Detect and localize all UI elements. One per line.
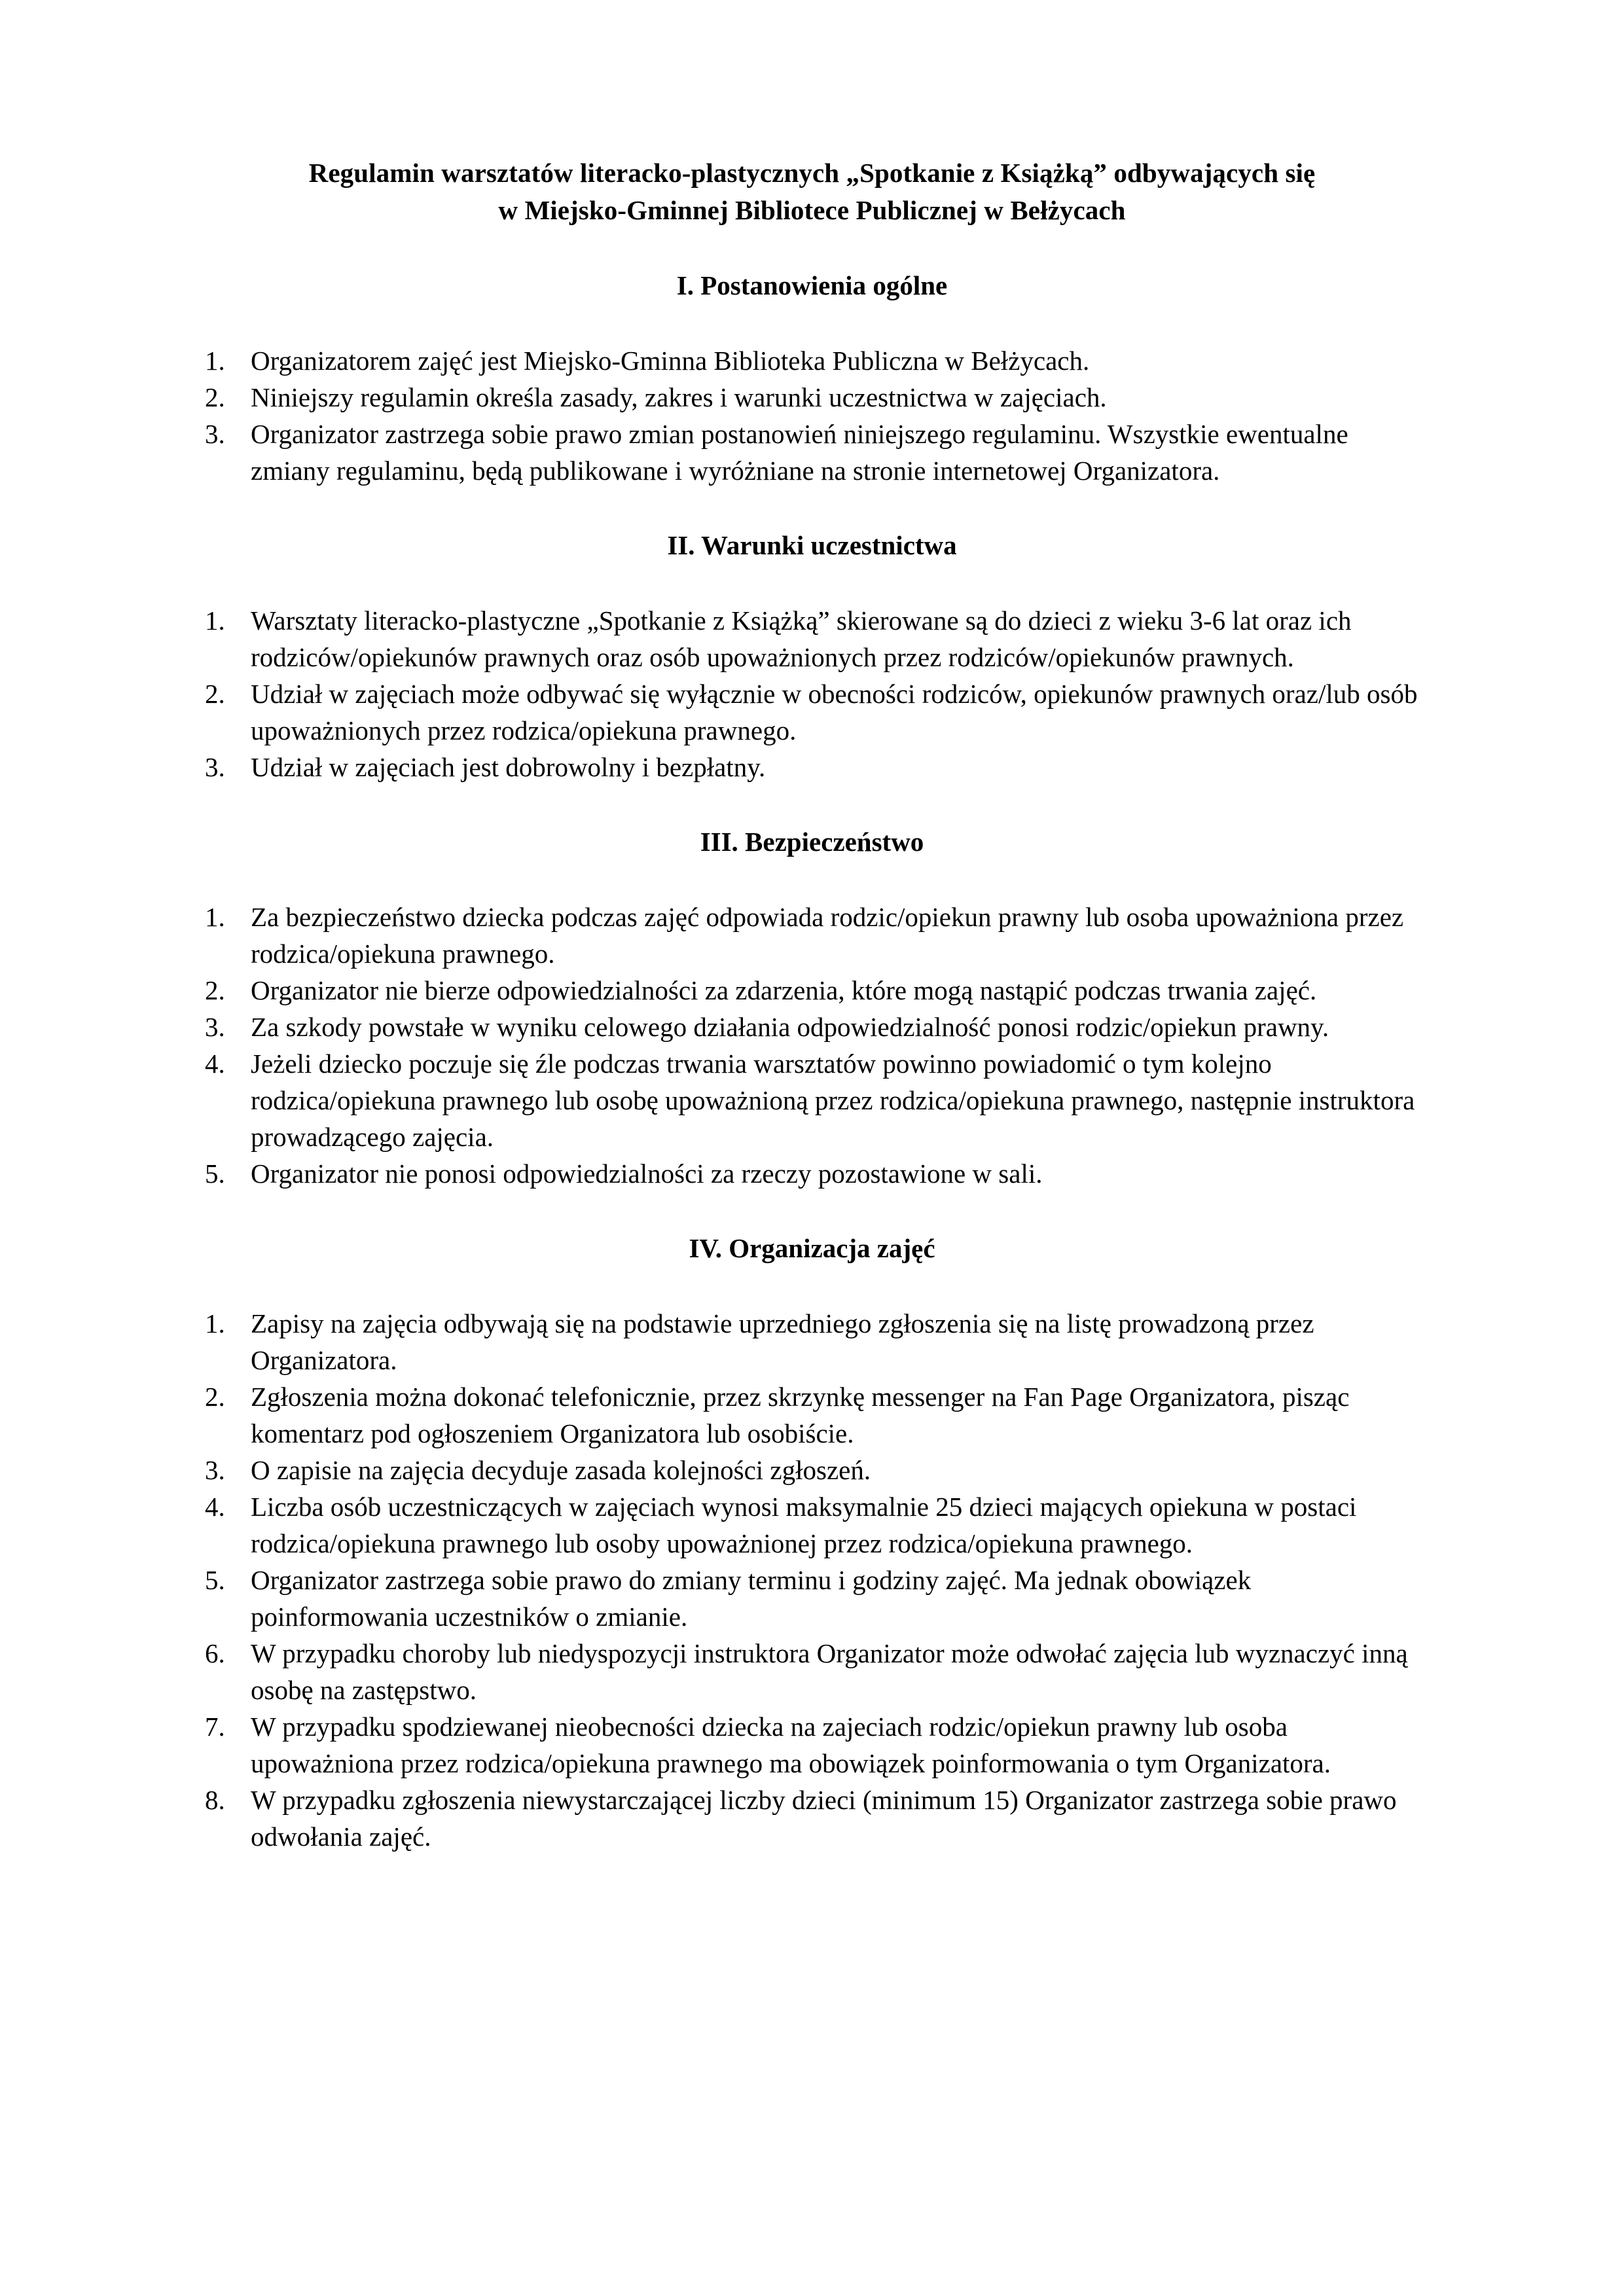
section-item-list [190, 1305, 1434, 1855]
section-spacer [190, 785, 1434, 823]
list-item-marker: 5. [205, 1565, 225, 1595]
list-item-text: W przypadku zgłoszenia niewystarczającej liczby dzieci (minimum 15) Organizator zastrzega sobie prawo odwołania zajęć. [251, 1785, 1397, 1852]
list-item-text: O zapisie na zajęcia decyduje zasada kolejności zgłoszeń. [251, 1455, 871, 1485]
list-item-text: W przypadku choroby lub niedyspozycji instruktora Organizator może odwołać zajęcia lub wyznaczyć inną osobę na zastępstwo. [251, 1638, 1408, 1705]
list-item-marker: 4. [205, 1049, 225, 1079]
list-item-text: Organizatorem zajęć jest Miejsko-Gminna Biblioteka Publiczna w Bełżycach. [251, 346, 1090, 376]
list-item [190, 379, 1434, 416]
list-item [190, 1488, 1434, 1562]
section-item-list [190, 602, 1434, 785]
section-spacer [190, 1267, 1434, 1305]
list-item-text: Udział w zajęciach jest dobrowolny i bezpłatny. [251, 752, 766, 782]
section-item-list [190, 342, 1434, 489]
list-item [190, 899, 1434, 972]
list-item [190, 749, 1434, 785]
list-item [190, 1708, 1434, 1782]
section-spacer [190, 304, 1434, 342]
list-item-text: Zapisy na zajęcia odbywają się na podstawie uprzedniego zgłoszenia się na listę prowadzoną przez Organizatora. [251, 1308, 1314, 1375]
section-spacer [190, 564, 1434, 602]
list-item-marker: 2. [205, 975, 225, 1005]
section-spacer [190, 861, 1434, 899]
list-item [190, 1155, 1434, 1192]
list-item-text: Organizator zastrzega sobie prawo do zmiany terminu i godziny zajęć. Ma jednak obowiązek poinformowania uczestników o zmianie. [251, 1565, 1252, 1632]
list-item [190, 1452, 1434, 1488]
list-item [190, 342, 1434, 379]
list-item-marker: 3. [205, 1455, 225, 1485]
list-item-marker: 7. [205, 1712, 225, 1742]
list-item-marker: 2. [205, 679, 225, 709]
list-item [190, 1635, 1434, 1708]
list-item-text: Niniejszy regulamin określa zasady, zakres i warunki uczestnictwa w zajęciach. [251, 382, 1107, 412]
document-body [190, 229, 1434, 1855]
list-item-marker: 1. [205, 605, 225, 636]
list-item [190, 972, 1434, 1009]
list-item-marker: 1. [205, 1308, 225, 1338]
list-item [190, 1782, 1434, 1855]
list-item [190, 602, 1434, 675]
list-item-marker: 5. [205, 1158, 225, 1189]
list-item-marker: 2. [205, 382, 225, 412]
list-item-marker: 3. [205, 1012, 225, 1042]
page-title [190, 154, 1434, 229]
section-spacer [190, 229, 1434, 267]
section-spacer [190, 1192, 1434, 1230]
list-item-marker: 1. [205, 902, 225, 932]
section-item-list [190, 899, 1434, 1192]
list-item-text: W przypadku spodziewanej nieobecności dziecka na zajeciach rodzic/opiekun prawny lub osoba upoważniona przez rodzica/opiekuna prawnego ma obowiązek poinformowania o tym Organizatora. [251, 1712, 1331, 1778]
list-item-marker: 2. [205, 1382, 225, 1412]
list-item-text: Organizator nie bierze odpowiedzialności za zdarzenia, które mogą nastąpić podczas trwania zajęć. [251, 975, 1317, 1005]
section-heading: I. Postanowienia ogólne [676, 270, 948, 300]
list-item-text: Warsztaty literacko-plastyczne „Spotkanie z Książką” skierowane są do dzieci z wieku 3-6 lat oraz ich rodziców/opiekunów prawnych oraz osób upoważnionych przez rodziców/opiekunów prawnych. [251, 605, 1352, 672]
list-item [190, 1009, 1434, 1045]
list-item [190, 675, 1434, 749]
page-title-line-2: w Miejsko-Gminnej Bibliotece Publicznej w Bełżycach [498, 195, 1126, 225]
list-item-marker: 1. [205, 346, 225, 376]
list-item [190, 1045, 1434, 1155]
list-item-marker: 4. [205, 1492, 225, 1522]
list-item [190, 1305, 1434, 1378]
list-item-text: Za szkody powstałe w wyniku celowego działania odpowiedzialność ponosi rodzic/opiekun prawny. [251, 1012, 1329, 1042]
list-item-marker: 8. [205, 1785, 225, 1815]
list-item [190, 1378, 1434, 1452]
list-item-text: Organizator nie ponosi odpowiedzialności za rzeczy pozostawione w sali. [251, 1158, 1043, 1189]
list-item-marker: 3. [205, 752, 225, 782]
list-item-text: Liczba osób uczestniczących w zajęciach wynosi maksymalnie 25 dzieci mających opiekuna w postaci rodzica/opiekuna prawnego lub osoby upoważnionej przez rodzica/opiekuna prawnego. [251, 1492, 1357, 1558]
list-item-text: Za bezpieczeństwo dziecka podczas zajęć odpowiada rodzic/opiekun prawny lub osoba upoważniona przez rodzica/opiekuna prawnego. [251, 902, 1404, 969]
list-item [190, 416, 1434, 489]
list-item-text: Jeżeli dziecko poczuje się źle podczas trwania warsztatów powinno powiadomić o tym kolejno rodzica/opiekuna prawnego lub osobę upoważnioną przez rodzica/opiekuna prawnego, następnie instruktora prowadzącego zajęcia. [251, 1049, 1415, 1152]
section-heading: IV. Organizacja zajęć [689, 1233, 935, 1263]
list-item-marker: 6. [205, 1638, 225, 1668]
section-heading: II. Warunki uczestnictwa [667, 530, 957, 560]
section-spacer [190, 489, 1434, 527]
list-item-text: Zgłoszenia można dokonać telefonicznie, przez skrzynkę messenger na Fan Page Organizatora, pisząc komentarz pod ogłoszeniem Organizatora lub osobiście. [251, 1382, 1350, 1448]
list-item-text: Udział w zajęciach może odbywać się wyłącznie w obecności rodziców, opiekunów prawnych oraz/lub osób upoważnionych przez rodzica/opiekuna prawnego. [251, 679, 1418, 745]
list-item-marker: 3. [205, 419, 225, 449]
section-heading: III. Bezpieczeństwo [700, 827, 924, 857]
page-title-line-1: Regulamin warsztatów literacko-plastycznych „Spotkanie z Książką” odbywających się [308, 158, 1316, 188]
list-item-text: Organizator zastrzega sobie prawo zmian postanowień niniejszego regulaminu. Wszystkie ewentualne zmiany regulaminu, będą publikowane i wyróżniane na stronie internetowej Organizatora. [251, 419, 1348, 486]
list-item [190, 1562, 1434, 1635]
